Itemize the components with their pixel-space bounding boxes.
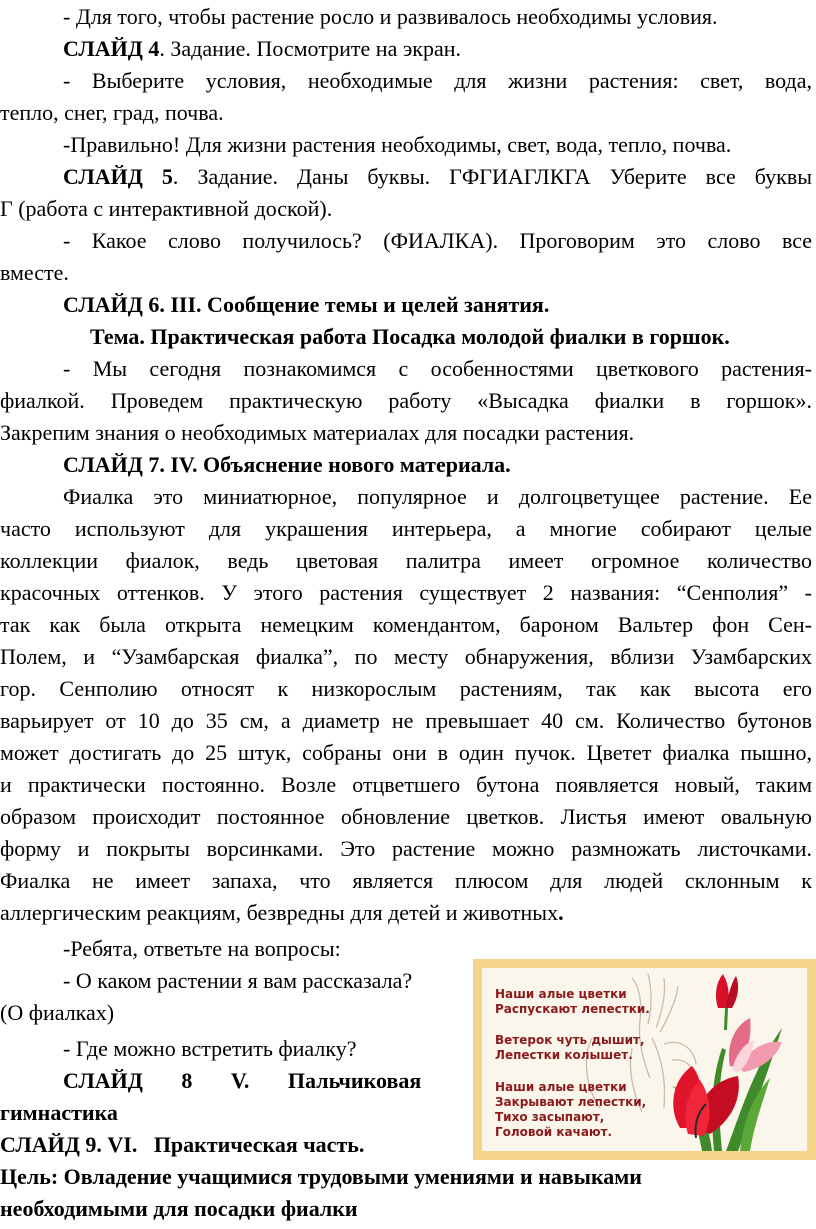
section-heading: СЛАЙД 9. VI. Практическая часть. — [0, 1132, 365, 1157]
text-line: тепло, снег, град, почва. — [0, 100, 224, 125]
poem-line: Закрывают лепестки, — [495, 1095, 647, 1109]
text-line: Фиалка не имеет запаха, что является плюсом для людей склонным к — [0, 868, 812, 893]
text-line: -Ребята, ответьте на вопросы: — [63, 936, 341, 961]
section-heading: СЛАЙД 8 V. Пальчиковая — [63, 1068, 422, 1093]
text-line: красочных оттенков. У этого растения существует 2 названия: “Сенполия” - — [0, 580, 812, 605]
poem-line: Лепестки колышет. — [495, 1048, 633, 1062]
poem-line: Наши алые цветки — [495, 1080, 627, 1094]
text-line: образом происходит постоянное обновление цветков. Листья имеют овальную — [0, 804, 812, 829]
text-line: СЛАЙД 5. Задание. Даны буквы. ГФГИАГЛКГА Уберите все буквы — [63, 164, 812, 189]
text-line: форму и покрыты ворсинками. Это растение можно размножать листочками. — [0, 836, 812, 861]
text-line: коллекции фиалок, ведь цветовая палитра имеет огромное количество — [0, 548, 812, 573]
poem-line: Наши алые цветки — [495, 987, 627, 1001]
poem-line: Головой качают. — [495, 1125, 613, 1139]
picture-canvas — [482, 968, 807, 1151]
text-line: - Какое слово получилось? (ФИАЛКА). Проговорим это слово все — [63, 228, 812, 253]
poem-line: Тихо засыпают, — [495, 1110, 605, 1124]
topic-heading: Тема. Практическая работа Посадка молодой фиалки в горшок. — [90, 324, 730, 349]
text-line: Полем, и “Узамбарская фиалка”, по месту обнаружения, вблизи Узамбарских — [0, 644, 812, 669]
tulip-small — [716, 974, 738, 1008]
poem-line: Ветерок чуть дышит, — [495, 1033, 645, 1047]
section-heading: СЛАЙД 7. IV. Объяснение нового материала. — [63, 452, 511, 477]
text-line: СЛАЙД 4. Задание. Посмотрите на экран. — [63, 36, 462, 61]
text-line: и практически постоянно. Возле отцветшего бутона появляется новый, таким — [0, 772, 812, 797]
text-line: Закрепим знания о необходимых материалах для посадки растения. — [0, 420, 635, 445]
text-line: Фиалка это миниатюрное, популярное и долгоцветущее растение. Ее — [63, 484, 812, 509]
goal-line: Цель: Овладение учащимися трудовыми умениями и навыками — [0, 1164, 642, 1189]
tulip-pink — [729, 1018, 782, 1072]
text-line: вместе. — [0, 260, 69, 285]
section-heading: СЛАЙД 6. III. Сообщение темы и целей занятия. — [63, 292, 550, 317]
text-line: - Для того, чтобы растение росло и развивалось необходимы условия. — [63, 4, 718, 29]
text-line: - Выберите условия, необходимые для жизни растения: свет, вода, — [63, 68, 812, 93]
text-line: гор. Сенполию относят к низкорослым растениям, так как высота его — [0, 676, 812, 701]
text-line: фиалкой. Проведем практическую работу «Высадка фиалки в горшок». — [0, 388, 812, 413]
poem-line: Распускают лепестки. — [495, 1002, 650, 1016]
section-heading: гимнастика — [0, 1100, 118, 1125]
text-line: может достигать до 25 штук, собраны они в один пучок. Цветет фиалка пышно, — [0, 740, 812, 765]
slide-label: СЛАЙД 5 — [63, 164, 173, 189]
goal-line: необходимыми для посадки фиалки — [0, 1196, 358, 1221]
text-line: часто используют для украшения интерьера, а многие собирают целые — [0, 516, 812, 541]
text-line: (О фиалках) — [0, 1000, 115, 1025]
slide-label: СЛАЙД 4 — [63, 36, 160, 61]
finger-gymnastics-picture — [473, 959, 816, 1160]
text-line: так как была открыта немецким комендантом, бароном Вальтер фон Сен- — [0, 612, 812, 637]
text-line: Г (работа с интерактивной доской). — [0, 196, 333, 221]
text-line: варьирует от 10 до 35 см, а диаметр не превышает 40 см. Количество бутонов — [0, 708, 812, 733]
text-line: аллергическим реакциям, безвредны для детей и животных. — [0, 900, 564, 925]
text-line: -Правильно! Для жизни растения необходимы, свет, вода, тепло, почва. — [63, 132, 732, 157]
text-line: - Мы сегодня познакомимся с особенностями цветкового растения- — [63, 356, 812, 381]
text-line: - Где можно встретить фиалку? — [63, 1036, 357, 1061]
text-line: - О каком растении я вам рассказала? — [63, 968, 413, 993]
